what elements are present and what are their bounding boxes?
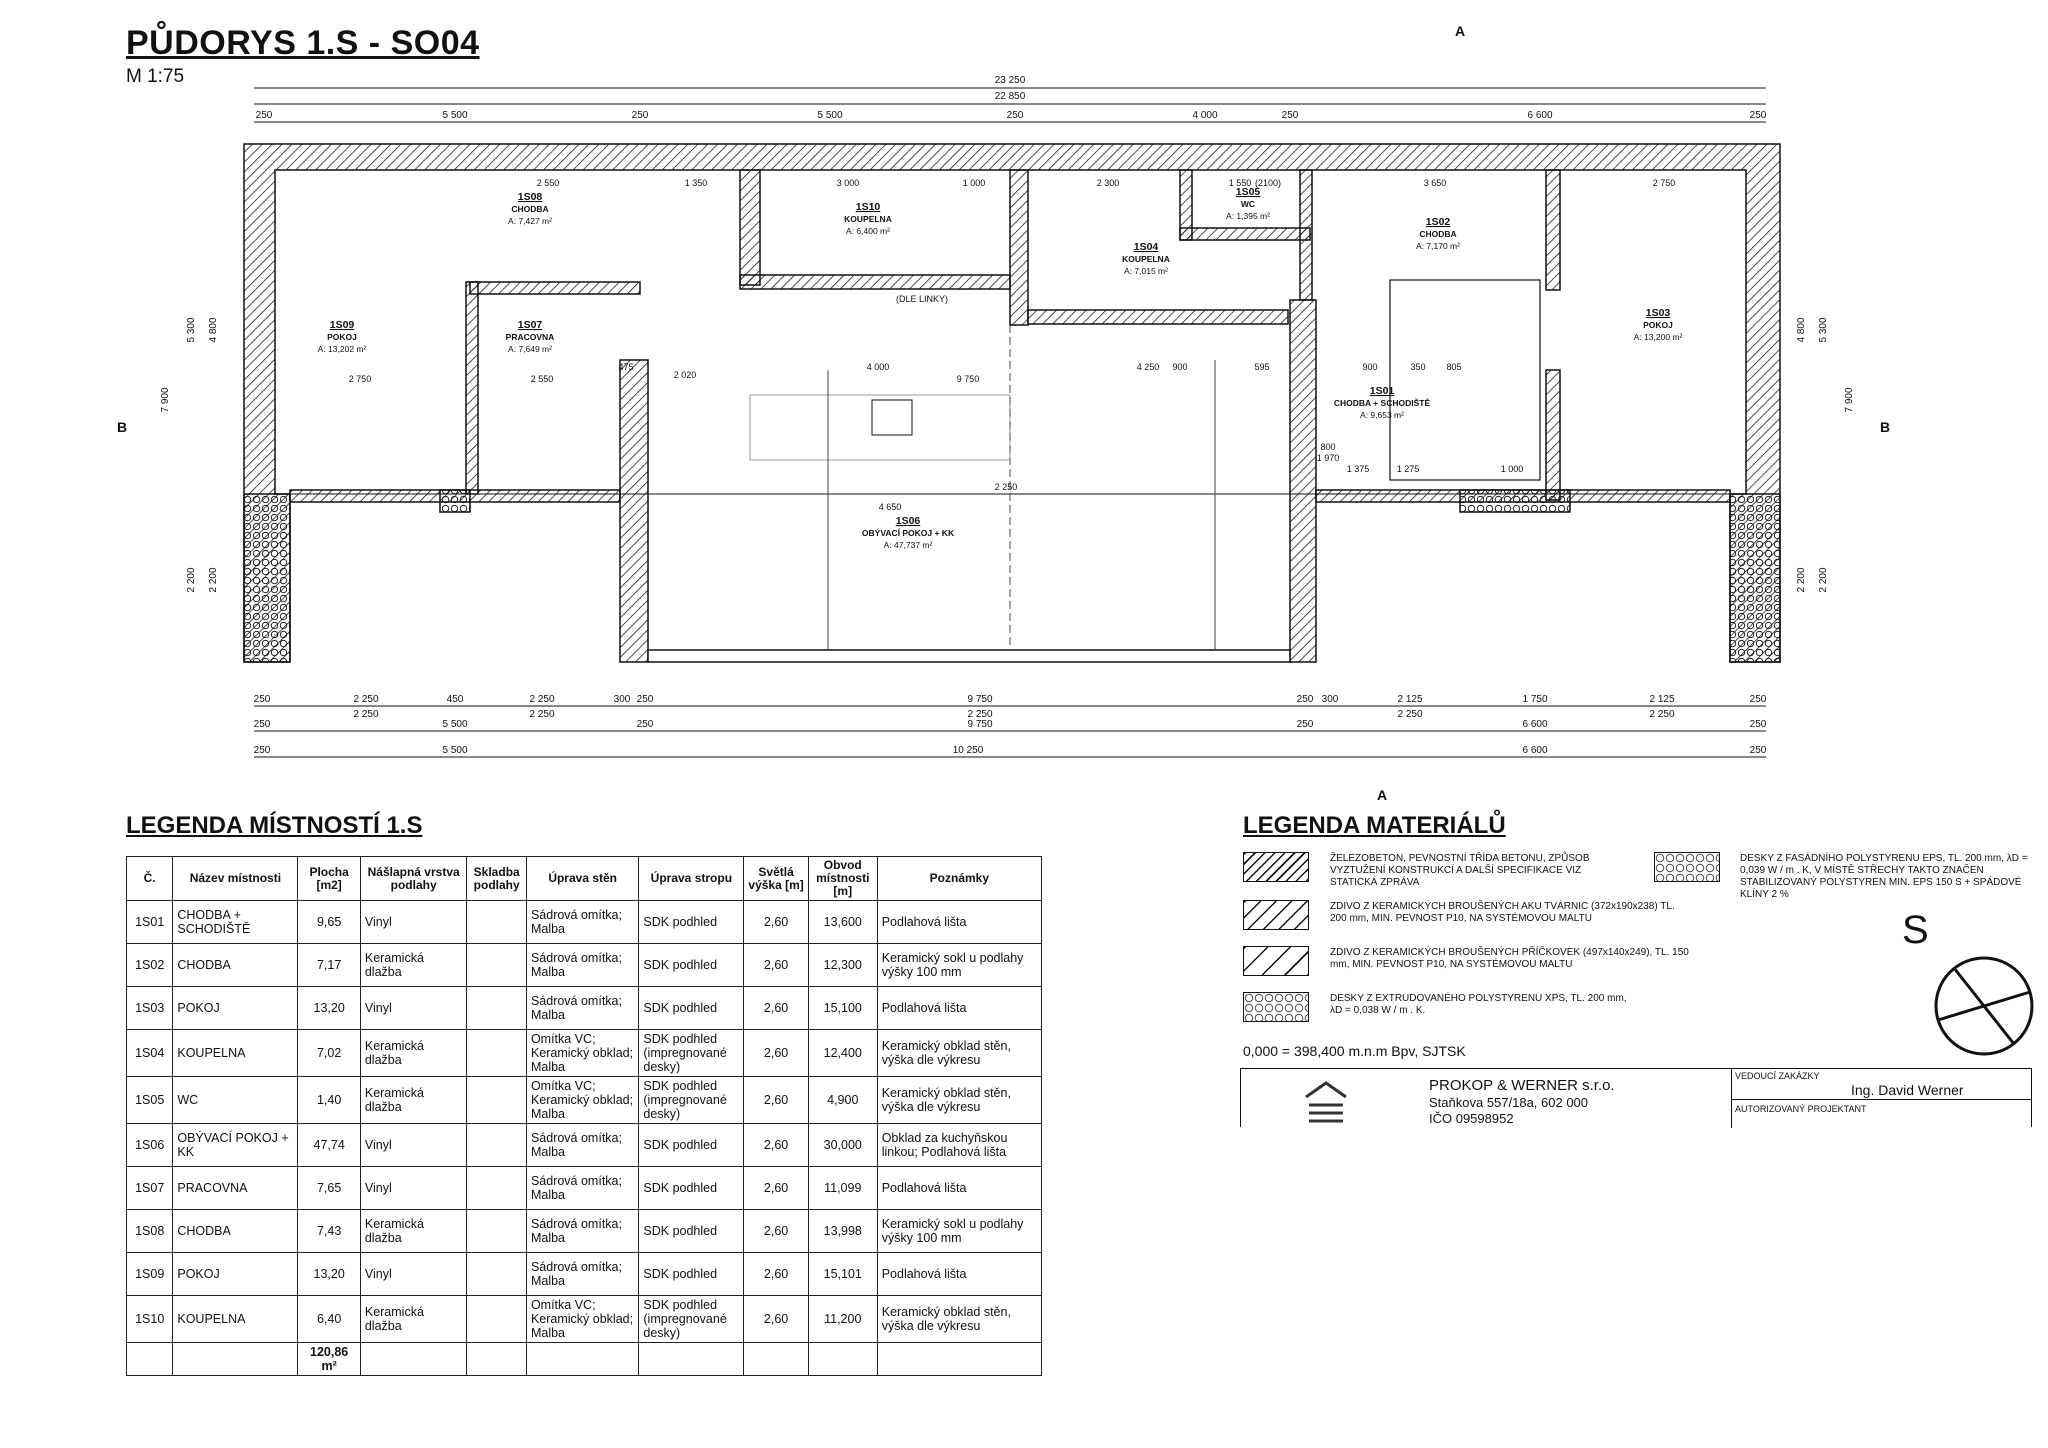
room-table-cell: SDK podhled: [639, 1124, 744, 1167]
room-area: A: 9,653 m²: [1360, 410, 1404, 420]
elevation-note: 0,000 = 398,400 m.n.m Bpv, SJTSK: [1243, 1043, 1466, 1059]
dimension-top-inner: 22 850: [994, 91, 1026, 102]
room-name: KOUPELNA: [844, 214, 892, 224]
room-inner-dimension: 805: [1446, 362, 1462, 372]
room-table-cell: SDK podhled: [639, 987, 744, 1030]
room-table-cell: 47,74: [298, 1124, 360, 1167]
room-table-cell: 4,900: [808, 1077, 877, 1124]
room-table-cell: Keramický obklad stěn, výška dle výkresu: [877, 1030, 1041, 1077]
room-table-cell: Sádrová omítka; Malba: [526, 1210, 638, 1253]
room-table-cell: SDK podhled (impregnované desky): [639, 1296, 744, 1343]
room-inner-dimension: 350: [1410, 362, 1426, 372]
room-inner-dimension: 4 000: [866, 362, 890, 372]
room-table-cell: 1S10: [127, 1296, 173, 1343]
room-table-cell: CHODBA: [173, 1210, 298, 1253]
room-inner-dimension: 900: [1362, 362, 1378, 372]
dimension-bottom: 2 250: [1649, 709, 1675, 720]
dimension-bottom: 250: [1749, 694, 1767, 705]
room-table-cell: 30,000: [808, 1124, 877, 1167]
section-marker-b-right: B: [1879, 419, 1891, 435]
room-table-row: [127, 944, 1042, 987]
room-table-cell: Omítka VC; Keramický obklad; Malba: [526, 1296, 638, 1343]
room-table-cell: 11,200: [808, 1296, 877, 1343]
room-table-cell: Sádrová omítka; Malba: [526, 944, 638, 987]
dimension-top-segment: 6 600: [1527, 110, 1553, 121]
outer-wall-right-lower: [1730, 494, 1780, 662]
dimension-top-segment: 5 500: [442, 110, 468, 121]
dimension-bottom: 300: [1321, 694, 1339, 705]
room-table-cell: 7,65: [298, 1167, 360, 1210]
room-table-header: Světlá výška [m]: [744, 857, 809, 901]
room-name: POKOJ: [1643, 320, 1673, 330]
room-name: POKOJ: [327, 332, 357, 342]
room-inner-dimension: 1 000: [1500, 464, 1524, 474]
room-table-cell: 2,60: [744, 1124, 809, 1167]
room-table-cell: 2,60: [744, 1077, 809, 1124]
room-id: 1S10: [855, 201, 881, 213]
room-table-cell: [808, 1343, 877, 1376]
vedouci-label: VEDOUCÍ ZAKÁZKY: [1735, 1071, 1820, 1081]
room-table-row: [127, 1124, 1042, 1167]
room-inner-dimension: 4 650: [878, 502, 902, 512]
dimension-right: 5 300: [1818, 317, 1829, 343]
room-table-total: 120,86 m²: [298, 1343, 360, 1376]
wall-bath-1s04: [1010, 170, 1028, 325]
room-table-cell: Keramický sokl u podlahy výšky 100 mm: [877, 1210, 1041, 1253]
room-area: A: 1,395 m²: [1226, 211, 1270, 221]
room-table-cell: 15,101: [808, 1253, 877, 1296]
room-table-cell: 1,40: [298, 1077, 360, 1124]
room-inner-dimension: (DLE LINKY): [895, 294, 949, 304]
room-table-header: Úprava stropu: [639, 857, 744, 901]
room-table-cell: 1S05: [127, 1077, 173, 1124]
room-table-cell: POKOJ: [173, 1253, 298, 1296]
room-name: CHODBA: [1419, 229, 1457, 239]
room-table-cell: 13,998: [808, 1210, 877, 1253]
room-table-cell: Keramická dlažba: [360, 944, 467, 987]
dimension-bottom: 250: [253, 745, 271, 756]
room-name: KOUPELNA: [1122, 254, 1170, 264]
room-table-cell: 12,300: [808, 944, 877, 987]
room-id: 1S07: [517, 319, 543, 331]
room-id: 1S06: [895, 515, 921, 527]
room-inner-dimension: 3 650: [1423, 178, 1447, 188]
room-table-row: [127, 901, 1042, 944]
room-table-cell: SDK podhled (impregnované desky): [639, 1077, 744, 1124]
wall-1s02: [1300, 170, 1312, 300]
room-table-row: [127, 1030, 1042, 1077]
room-table-cell: 2,60: [744, 987, 809, 1030]
dimension-top-segment: 4 000: [1192, 110, 1218, 121]
room-table-cell: 2,60: [744, 1210, 809, 1253]
room-table-cell: SDK podhled: [639, 1167, 744, 1210]
room-inner-dimension: 595: [1254, 362, 1270, 372]
dimension-right: 2 200: [1818, 567, 1829, 593]
dimension-top-segment: 5 500: [817, 110, 843, 121]
room-table-cell: 2,60: [744, 944, 809, 987]
dimension-top-segment: 250: [1749, 110, 1767, 121]
room-table-cell: 15,100: [808, 987, 877, 1030]
material-swatch-partition: [1243, 946, 1309, 976]
room-table-cell: Vinyl: [360, 1167, 467, 1210]
room-table-cell: 9,65: [298, 901, 360, 944]
room-table-row: [127, 1167, 1042, 1210]
room-table-cell: Podlahová lišta: [877, 1253, 1041, 1296]
company-logo-icon: [1301, 1077, 1351, 1127]
wall-bath-1s10: [740, 170, 760, 285]
room-inner-dimension: 1 550: [1228, 178, 1252, 188]
room-table-cell: Vinyl: [360, 1124, 467, 1167]
projektant-label: AUTORIZOVANÝ PROJEKTANT: [1735, 1104, 1867, 1114]
dimension-left: 2 200: [186, 567, 197, 593]
dimension-left: 4 800: [208, 317, 219, 343]
wall-1s07-left: [466, 282, 478, 494]
room-legend-table: [126, 856, 1042, 1376]
room-table-row: [127, 1296, 1042, 1343]
room-table-row: [127, 1253, 1042, 1296]
room-table-cell: Vinyl: [360, 1253, 467, 1296]
room-table-header: Obvod místnosti [m]: [808, 857, 877, 901]
room-table-cell: Keramický sokl u podlahy výšky 100 mm: [877, 944, 1041, 987]
staircase: [1390, 280, 1540, 480]
wall-bath-1s10-b: [740, 275, 1010, 289]
room-table-cell: Vinyl: [360, 901, 467, 944]
room-id: 1S02: [1425, 216, 1451, 228]
north-label: S: [1902, 908, 1929, 952]
room-table-cell: 2,60: [744, 1296, 809, 1343]
room-table-cell: [639, 1343, 744, 1376]
room-table-cell: [467, 901, 527, 944]
room-table-cell: 1S02: [127, 944, 173, 987]
column-right: [1460, 490, 1570, 512]
room-name: PRACOVNA: [505, 332, 555, 342]
dimension-bottom: 450: [446, 694, 464, 705]
room-table-cell: 11,099: [808, 1167, 877, 1210]
dimension-bottom: 5 500: [442, 719, 468, 730]
room-table-cell: [467, 1253, 527, 1296]
room-table-cell: 7,17: [298, 944, 360, 987]
room-table-header: Skladba podlahy: [467, 857, 527, 901]
room-table-cell: 6,40: [298, 1296, 360, 1343]
dimension-bottom: 2 250: [967, 709, 993, 720]
room-table-cell: [127, 1343, 173, 1376]
room-table-header: Poznámky: [877, 857, 1041, 901]
room-table-cell: 13,20: [298, 1253, 360, 1296]
room-area: A: 13,202 m²: [317, 344, 367, 354]
room-table-cell: Sádrová omítka; Malba: [526, 1124, 638, 1167]
room-table-cell: [360, 1343, 467, 1376]
room-inner-dimension: 2 750: [348, 374, 372, 384]
room-area: A: 6,400 m²: [846, 226, 890, 236]
wall-wc-b: [1180, 228, 1310, 240]
room-id: 1S03: [1645, 307, 1671, 319]
vedouci-name: Ing. David Werner: [1851, 1082, 1964, 1098]
room-table-cell: Sádrová omítka; Malba: [526, 901, 638, 944]
room-area: A: 7,427 m²: [508, 216, 552, 226]
room-id: 1S08: [517, 191, 543, 203]
room-inner-dimension: 2 250: [994, 482, 1018, 492]
room-table-cell: 1S06: [127, 1124, 173, 1167]
wall-living-right: [1290, 300, 1316, 662]
room-table-cell: 13,20: [298, 987, 360, 1030]
dimension-bottom: 2 125: [1397, 694, 1423, 705]
page-title: PŮDORYS 1.S - SO04: [126, 24, 480, 62]
room-table-cell: Obklad za kuchyňskou linkou; Podlahová lišta: [877, 1124, 1041, 1167]
dimension-bottom: 250: [1749, 719, 1767, 730]
room-table-cell: Keramická dlažba: [360, 1210, 467, 1253]
material-eps: DESKY Z FASÁDNÍHO POLYSTYRENU EPS, TL. 200 mm, λD = 0,039 W / m . K, V MÍSTĚ STŘECHY TAKTO ZNAČEN STABILIZOVANÝ POLYSTYREN MIN. EPS 150 S + SPÁDOVÉ KLÍNY 2 %: [1740, 853, 2028, 900]
dimension-bottom: 9 750: [967, 719, 993, 730]
dimension-bottom: 2 250: [353, 709, 379, 720]
cooktop: [872, 400, 912, 435]
room-table-cell: 7,02: [298, 1030, 360, 1077]
room-table-cell: Keramický obklad stěn, výška dle výkresu: [877, 1077, 1041, 1124]
material-swatch-concrete: [1243, 852, 1309, 882]
outer-wall-left-lower: [244, 494, 290, 662]
column-left: [440, 490, 470, 512]
wall-bath-1s04-b: [1028, 310, 1288, 324]
wall-living-bottom: [648, 650, 1290, 662]
room-table-cell: 1S08: [127, 1210, 173, 1253]
dimension-bottom: 6 600: [1522, 745, 1548, 756]
room-table-cell: Keramická dlažba: [360, 1296, 467, 1343]
room-table-row: [127, 987, 1042, 1030]
room-table-cell: [467, 1077, 527, 1124]
dimension-bottom: 250: [1749, 745, 1767, 756]
wall-1s03: [1546, 170, 1560, 290]
room-table-cell: 1S04: [127, 1030, 173, 1077]
room-id: 1S09: [329, 319, 355, 331]
room-area: A: 47,737 m²: [883, 540, 933, 550]
room-name: OBÝVACÍ POKOJ + KK: [861, 528, 955, 538]
dimension-bottom: 250: [253, 694, 271, 705]
material-concrete: ŽELEZOBETON, PEVNOSTNÍ TŘÍDA BETONU, ZPŮSOB VYZTUŽENÍ KONSTRUKCÍ A DALŠÍ SPECIFIKACE VIZ STATICKÁ ZPRÁVA: [1330, 853, 1590, 888]
room-table-cell: 1S09: [127, 1253, 173, 1296]
room-table-cell: [467, 1124, 527, 1167]
dimension-bottom: 250: [1296, 719, 1314, 730]
material-aku: ZDIVO Z KERAMICKÝCH BROUŠENÝCH AKU TVÁRNIC (372x190x238) TL. 200 mm, MIN. PEVNOST P10, NA SYSTÉMOVOU MALTU: [1330, 901, 1675, 924]
material-xps: DESKY Z EXTRUDOVANÉHO POLYSTYRENU XPS, TL. 200 mm, λD = 0,038 W / m . K.: [1330, 993, 1627, 1016]
room-table-header: Nášlapná vrstva podlahy: [360, 857, 467, 901]
wall-1s03-b: [1546, 370, 1560, 500]
room-name: WC: [1240, 199, 1256, 209]
room-table-cell: 2,60: [744, 1030, 809, 1077]
section-marker-b-left: B: [116, 419, 128, 435]
room-table-cell: OBÝVACÍ POKOJ + KK: [173, 1124, 298, 1167]
room-name: CHODBA: [511, 204, 549, 214]
room-table-cell: [467, 1296, 527, 1343]
room-table-cell: 2,60: [744, 1253, 809, 1296]
room-table-total-row: [127, 1343, 1042, 1376]
room-table-cell: WC: [173, 1077, 298, 1124]
room-table-cell: 2,60: [744, 1167, 809, 1210]
dimension-bottom: 2 125: [1649, 694, 1675, 705]
title-block: [1240, 1068, 2032, 1127]
room-table-cell: 13,600: [808, 901, 877, 944]
room-table-cell: Omítka VC; Keramický obklad; Malba: [526, 1077, 638, 1124]
room-area: A: 13,200 m²: [1633, 332, 1683, 342]
room-table-cell: [467, 1343, 527, 1376]
room-inner-dimension: 1 970: [1316, 453, 1340, 463]
room-inner-dimension: 1 375: [1346, 464, 1370, 474]
room-table-cell: SDK podhled: [639, 901, 744, 944]
room-table-cell: CHODBA + SCHODIŠTĚ: [173, 901, 298, 944]
room-table-cell: Podlahová lišta: [877, 1167, 1041, 1210]
company-name: PROKOP & WERNER s.r.o.: [1429, 1077, 1615, 1094]
room-table-cell: Sádrová omítka; Malba: [526, 987, 638, 1030]
room-table-cell: Keramická dlažba: [360, 1030, 467, 1077]
section-marker-a-top: A: [1454, 23, 1466, 39]
room-area: A: 7,649 m²: [508, 344, 552, 354]
room-legend-title: LEGENDA MÍSTNOSTÍ 1.S: [126, 812, 423, 839]
dimension-left: 7 900: [160, 387, 171, 413]
dimension-bottom: 250: [1296, 694, 1314, 705]
room-inner-dimension: (2100): [1254, 178, 1282, 188]
room-inner-dimension: 2 550: [536, 178, 560, 188]
room-inner-dimension: 1 350: [684, 178, 708, 188]
dimension-bottom: 300: [613, 694, 631, 705]
room-inner-dimension: 475: [618, 362, 634, 372]
room-inner-dimension: 2 750: [1652, 178, 1676, 188]
company-ico: IČO 09598952: [1429, 1111, 1514, 1126]
room-table-cell: Podlahová lišta: [877, 901, 1041, 944]
dimension-bottom: 6 600: [1522, 719, 1548, 730]
room-table-cell: PRACOVNA: [173, 1167, 298, 1210]
room-inner-dimension: 2 300: [1096, 178, 1120, 188]
dimension-bottom: 1 750: [1522, 694, 1548, 705]
room-inner-dimension: 1 000: [962, 178, 986, 188]
dimension-top-overall: 23 250: [994, 75, 1026, 86]
material-partition: ZDIVO Z KERAMICKÝCH BROUŠENÝCH PŘÍČKOVEK (497x140x249), TL. 150 mm, MIN. PEVNOST P10, NA SYSTÉMOVOU MALTU: [1330, 947, 1689, 970]
room-inner-dimension: 1 275: [1396, 464, 1420, 474]
room-table-cell: [526, 1343, 638, 1376]
room-table-cell: Keramická dlažba: [360, 1077, 467, 1124]
room-inner-dimension: 3 000: [836, 178, 860, 188]
dimension-bottom: 9 750: [967, 694, 993, 705]
dimension-right: 7 900: [1844, 387, 1855, 413]
room-table-header: Č.: [127, 857, 173, 901]
room-area: A: 7,170 m²: [1416, 241, 1460, 251]
north-arrow-icon: [1932, 954, 2036, 1058]
room-table-cell: SDK podhled: [639, 944, 744, 987]
drawing-scale: M 1:75: [126, 66, 185, 87]
kitchen-island: [750, 395, 1010, 460]
material-swatch-aku: [1243, 900, 1309, 930]
room-table-cell: Sádrová omítka; Malba: [526, 1167, 638, 1210]
room-inner-dimension: 2 020: [673, 370, 697, 380]
room-table-cell: 1S07: [127, 1167, 173, 1210]
room-table-header: Název místnosti: [173, 857, 298, 901]
dimension-top-segment: 250: [1006, 110, 1024, 121]
room-table-cell: 12,400: [808, 1030, 877, 1077]
material-swatch-eps: [1654, 852, 1720, 882]
dimension-top-segment: 250: [631, 110, 649, 121]
room-table-cell: [744, 1343, 809, 1376]
room-table-cell: 7,43: [298, 1210, 360, 1253]
room-table-cell: CHODBA: [173, 944, 298, 987]
room-table-header: Úprava stěn: [526, 857, 638, 901]
room-table-cell: POKOJ: [173, 987, 298, 1030]
dimension-bottom: 2 250: [529, 694, 555, 705]
room-table-cell: Podlahová lišta: [877, 987, 1041, 1030]
dimension-top-segment: 250: [1281, 110, 1299, 121]
dimension-bottom: 2 250: [529, 709, 555, 720]
room-table-cell: 2,60: [744, 901, 809, 944]
room-table-row: [127, 1210, 1042, 1253]
room-inner-dimension: 900: [1172, 362, 1188, 372]
room-table-cell: [467, 1167, 527, 1210]
room-table-header: Plocha [m2]: [298, 857, 360, 901]
room-table-cell: Vinyl: [360, 987, 467, 1030]
room-table-cell: Keramický obklad stěn, výška dle výkresu: [877, 1296, 1041, 1343]
room-table-cell: [467, 987, 527, 1030]
dimension-top-segment: 250: [255, 110, 273, 121]
room-table-cell: [467, 944, 527, 987]
room-table-cell: Omítka VC; Keramický obklad; Malba: [526, 1030, 638, 1077]
room-table-cell: [173, 1343, 298, 1376]
room-table-cell: SDK podhled (impregnované desky): [639, 1030, 744, 1077]
room-id: 1S01: [1369, 385, 1395, 397]
dimension-bottom: 2 250: [1397, 709, 1423, 720]
room-table-cell: 1S03: [127, 987, 173, 1030]
room-table-cell: SDK podhled: [639, 1210, 744, 1253]
room-inner-dimension: 800: [1320, 442, 1336, 452]
material-swatch-xps: [1243, 992, 1309, 1022]
room-inner-dimension: 2 550: [530, 374, 554, 384]
dimension-left: 5 300: [186, 317, 197, 343]
dimension-bottom: 250: [636, 719, 654, 730]
room-table-cell: [877, 1343, 1041, 1376]
dimension-bottom: 2 250: [353, 694, 379, 705]
room-table-cell: KOUPELNA: [173, 1296, 298, 1343]
section-marker-a-bottom: A: [1376, 787, 1388, 803]
room-inner-dimension: 9 750: [956, 374, 980, 384]
room-table-cell: Sádrová omítka; Malba: [526, 1253, 638, 1296]
dimension-left: 2 200: [208, 567, 219, 593]
room-inner-dimension: 4 250: [1136, 362, 1160, 372]
wall-living-left: [620, 360, 648, 662]
room-table-cell: [467, 1210, 527, 1253]
wall-1s07-top: [470, 282, 640, 294]
dimension-bottom: 250: [253, 719, 271, 730]
dimension-bottom: 250: [636, 694, 654, 705]
dimension-right: 2 200: [1796, 567, 1807, 593]
room-table-cell: [467, 1030, 527, 1077]
room-id: 1S04: [1133, 241, 1159, 253]
room-table-cell: 1S01: [127, 901, 173, 944]
room-table-cell: SDK podhled: [639, 1253, 744, 1296]
dimension-bottom: 10 250: [952, 745, 984, 756]
room-id: 1S05: [1235, 186, 1261, 198]
dimension-right: 4 800: [1796, 317, 1807, 343]
room-table-row: [127, 1077, 1042, 1124]
room-name: CHODBA + SCHODIŠTĚ: [1333, 398, 1431, 408]
dimension-bottom: 5 500: [442, 745, 468, 756]
material-legend-title: LEGENDA MATERIÁLŮ: [1243, 812, 1506, 839]
room-table-cell: KOUPELNA: [173, 1030, 298, 1077]
room-area: A: 7,015 m²: [1124, 266, 1168, 276]
company-address: Staňkova 557/18a, 602 000: [1429, 1095, 1589, 1110]
